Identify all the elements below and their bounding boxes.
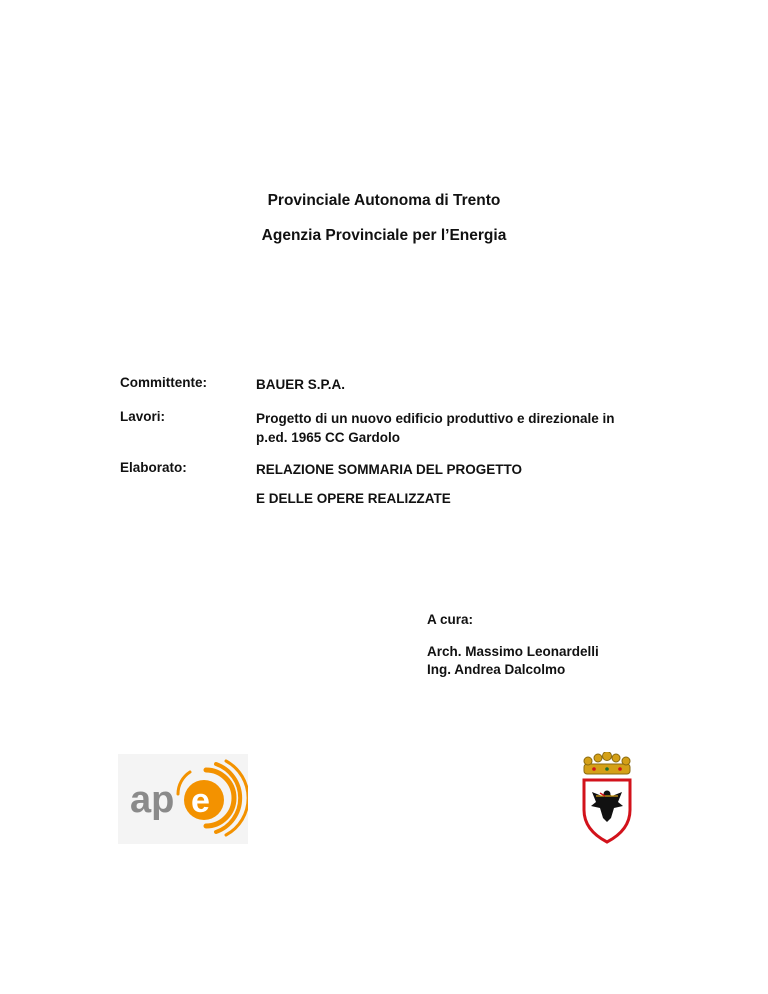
care-label: A cura: xyxy=(427,612,474,627)
header-line-1: Provinciale Autonoma di Trento xyxy=(267,192,501,209)
care-authors xyxy=(427,643,599,679)
elaborato-value-line-1: RELAZIONE SOMMARIA DEL PROGETTO xyxy=(256,462,523,477)
author-2: Ing. Andrea Dalcolmo xyxy=(427,662,566,677)
header-line-2: Agenzia Provinciale per l’Energia xyxy=(261,227,507,244)
coat-of-arms xyxy=(574,752,640,844)
lavori-value-line-2: p.ed. 1965 CC Gardolo xyxy=(256,430,401,445)
elaborato-value-line-2: E DELLE OPERE REALIZZATE xyxy=(256,491,451,506)
ape-logo xyxy=(118,754,248,844)
ape-logo-graphic xyxy=(118,754,248,844)
committente-label: Committente: xyxy=(120,375,207,390)
svg-text:ap: ap xyxy=(130,779,175,821)
lavori-value-line-1: Progetto di un nuovo edificio produttivo e direzionale in xyxy=(256,411,615,426)
author-1: Arch. Massimo Leonardelli xyxy=(427,644,599,659)
svg-text:e: e xyxy=(191,782,210,820)
lavori-value xyxy=(256,409,676,447)
committente-value: BAUER S.P.A. xyxy=(256,377,346,392)
lavori-label: Lavori: xyxy=(120,409,166,424)
coat-of-arms-graphic xyxy=(574,752,640,844)
elaborato-label: Elaborato: xyxy=(120,460,187,475)
